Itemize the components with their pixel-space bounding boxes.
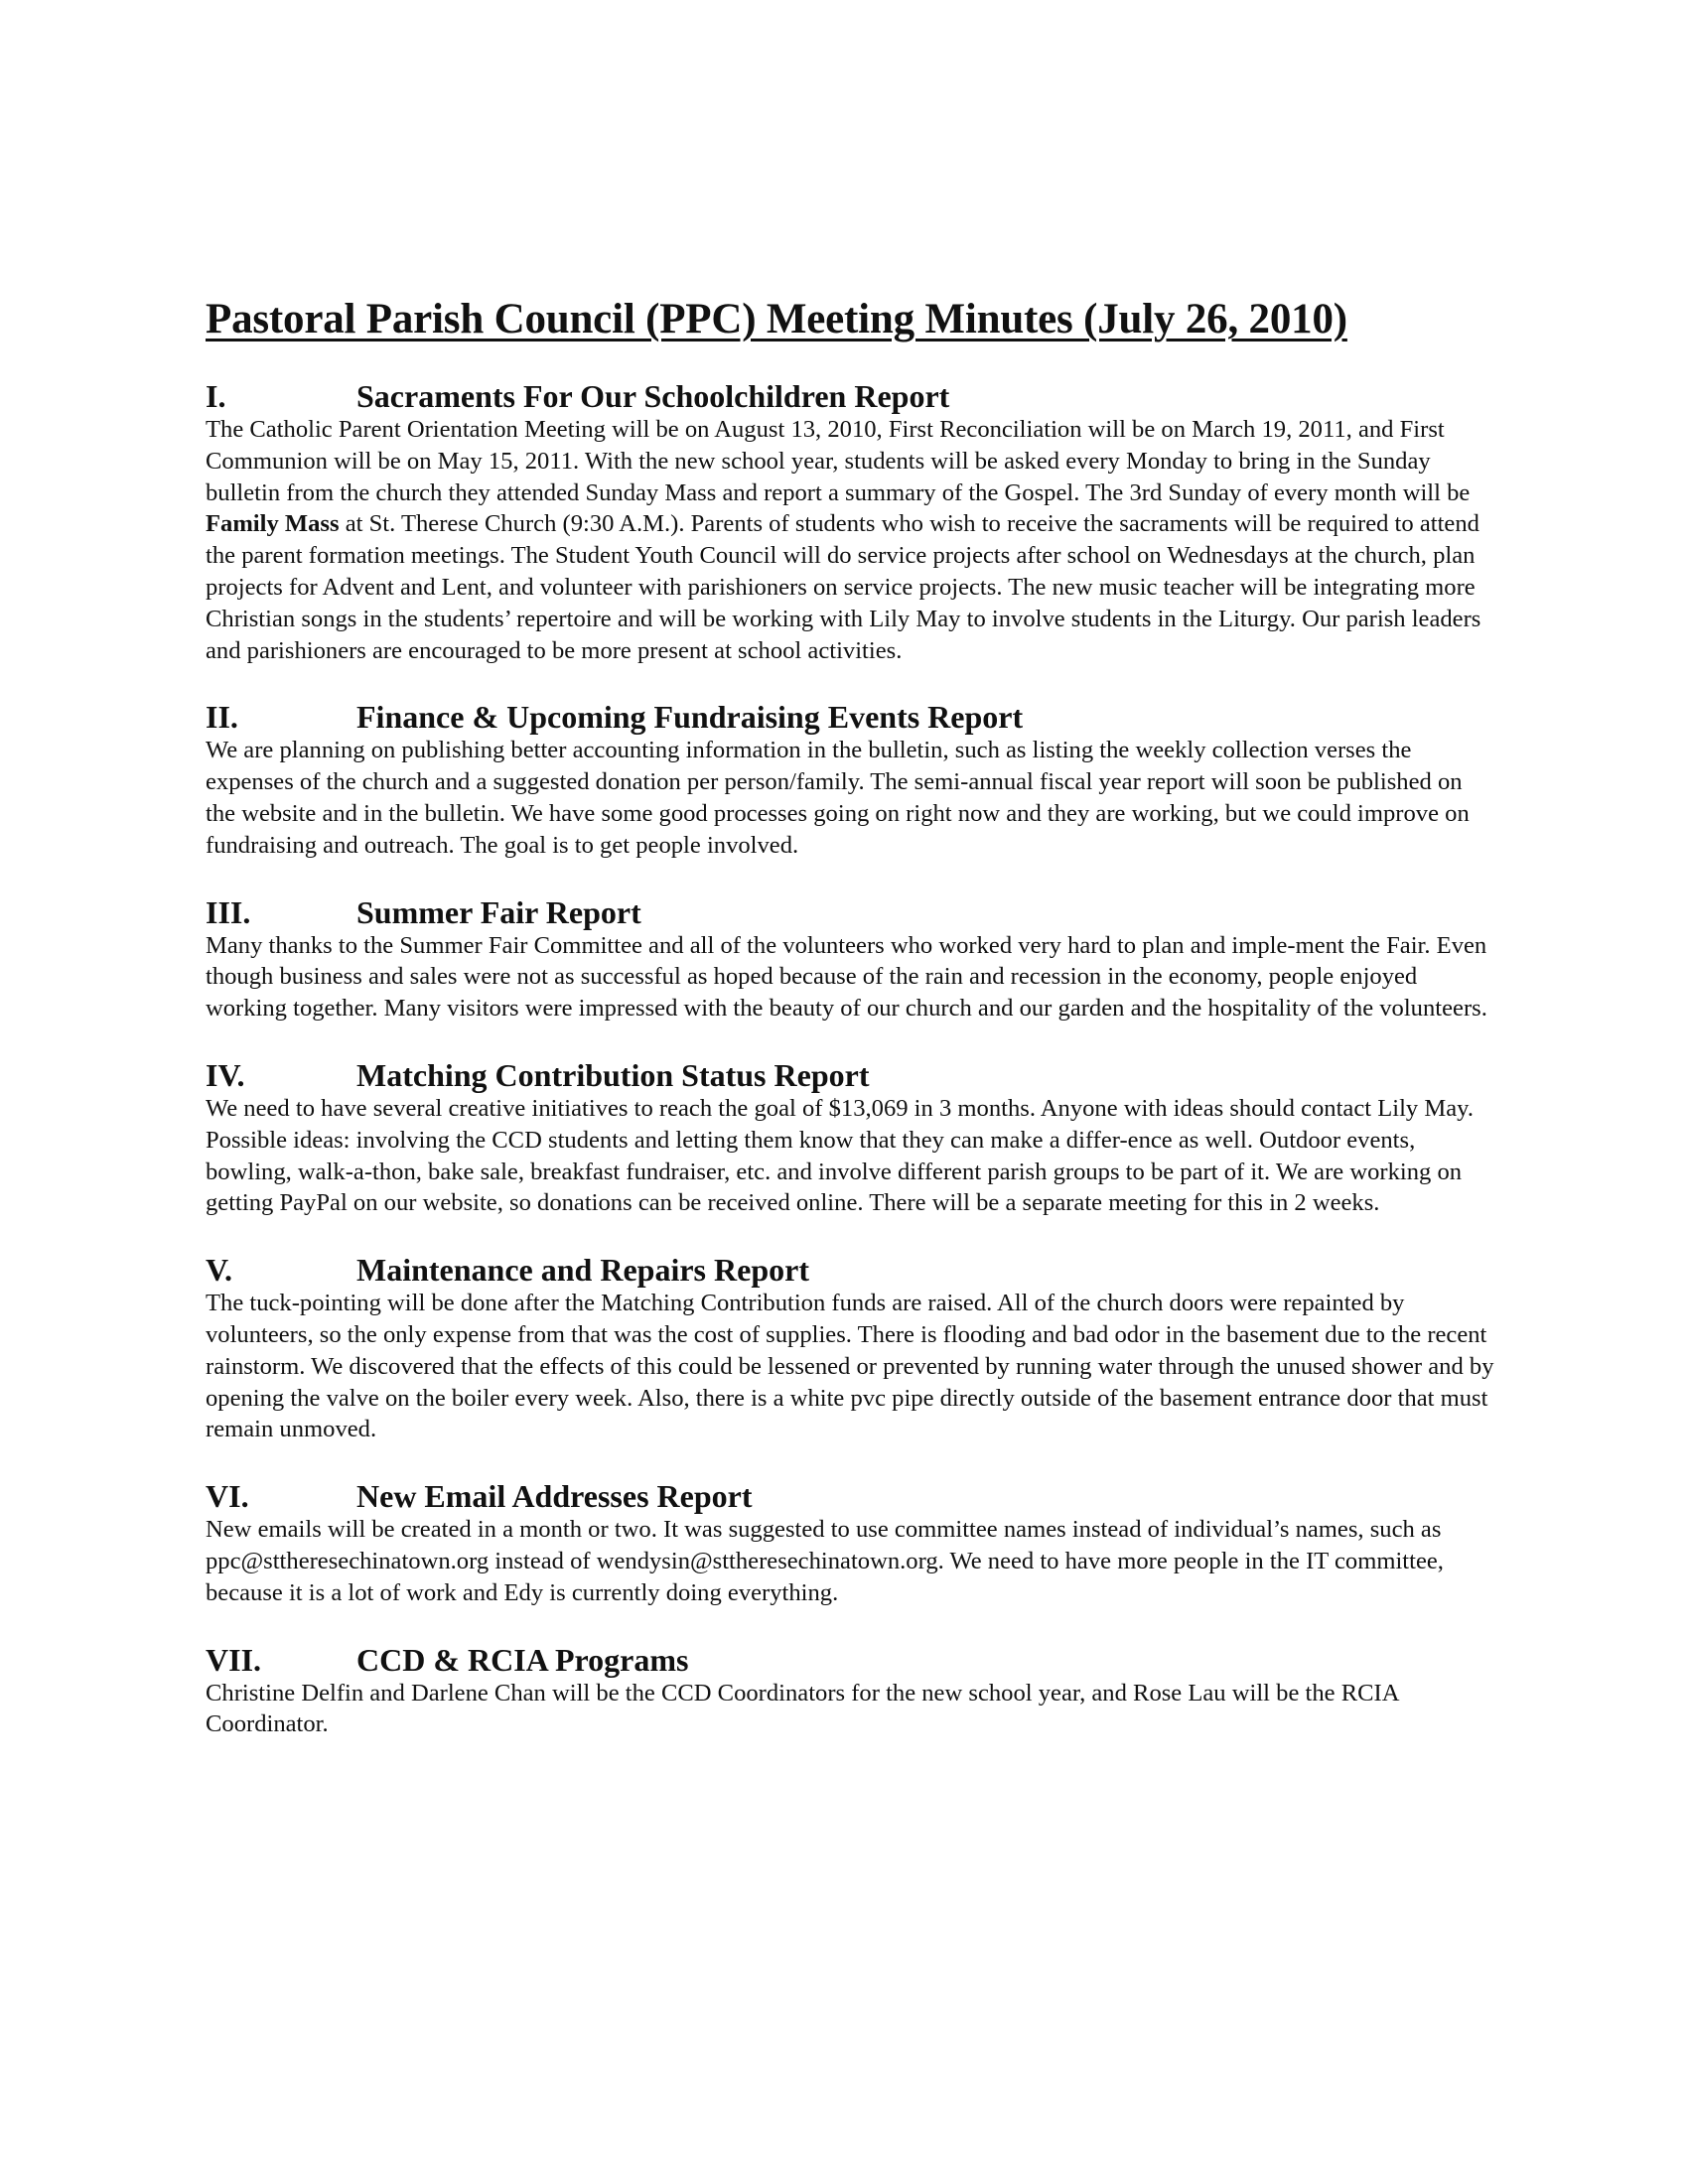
section-body — [206, 414, 1496, 666]
section-heading — [206, 1642, 1496, 1678]
section-numeral: V. — [206, 1252, 232, 1289]
body-text-part: at St. Therese Church (9:30 A.M.). Parents of students who wish to receive the sacraments will be required to attend the parent formation meetings. The Student Youth Council will do service projects after school on Wednesdays at the church, plan projects for Advent and Lent, and volunteer with parishioners on service projects. The new music teacher will be integrating more Christian songs in the students’ repertoire and will be working with Lily May to involve students in the Liturgy. Our parish leaders and parishioners are encouraged to be more present at school activities. — [206, 510, 1481, 664]
section-body: New emails will be created in a month or two. It was suggested to use committee names instead of individual’s names, such as ppc@sttheresechinatown.org instead of wendysin@sttheresechinatown.org. We need to have more people in the IT committee, because it is a lot of work and Edy is currently doing everything. — [206, 1516, 1444, 1606]
document-page — [206, 294, 1496, 1773]
section-summer-fair — [206, 894, 1496, 1024]
section-body: Many thanks to the Summer Fair Committee and all of the volunteers who worked very hard to plan and imple-ment the Fair. Even though business and sales were not as successful as hoped because of the rain and recession in the economy, people enjoyed working together. Many visitors were impressed with the beauty of our church and our garden and the hospitality of the volunteers. — [206, 931, 1487, 1023]
section-heading — [206, 1057, 1496, 1093]
section-title: Matching Contribution Status Report — [356, 1056, 870, 1093]
section-heading — [206, 894, 1496, 930]
section-heading — [206, 1252, 1496, 1288]
section-heading — [206, 1478, 1496, 1514]
section-ccd-rcia — [206, 1642, 1496, 1741]
section-title: Sacraments For Our Schoolchildren Report — [356, 378, 950, 414]
document-title: Pastoral Parish Council (PPC) Meeting Minutes (July 26, 2010) — [206, 296, 1347, 342]
bold-phrase: Family Mass — [206, 510, 340, 538]
section-numeral: III. — [206, 893, 251, 930]
section-body: Christine Delfin and Darlene Chan will be the CCD Coordinators for the new school year, and Rose Lau will be the RCIA Coordinator. — [206, 1679, 1399, 1738]
section-numeral: I. — [206, 378, 226, 414]
section-maintenance — [206, 1252, 1496, 1445]
section-title: CCD & RCIA Programs — [356, 1641, 689, 1678]
section-numeral: VI. — [206, 1478, 249, 1515]
section-heading — [206, 699, 1496, 735]
section-numeral: II. — [206, 699, 238, 736]
section-numeral: IV. — [206, 1056, 245, 1093]
section-title: Summer Fair Report — [356, 893, 641, 930]
section-email-addresses — [206, 1478, 1496, 1608]
section-heading — [206, 378, 1496, 414]
section-title: New Email Addresses Report — [356, 1478, 753, 1515]
section-body: We need to have several creative initiatives to reach the goal of $13,069 in 3 months. Anyone with ideas should contact Lily May. Possible ideas: involving the CCD students and letting them know that they can make a differ-ence as well. Outdoor events, bowling, walk-a-thon, bake sale, breakfast fundraiser, etc. and involve different parish groups to be part of it. We are working on getting PayPal on our website, so donations can be received online. There will be a separate meeting for this in 2 weeks. — [206, 1094, 1475, 1217]
section-sacraments — [206, 378, 1496, 666]
section-title: Finance & Upcoming Fundraising Events Report — [356, 699, 1024, 736]
body-text-part: The Catholic Parent Orientation Meeting will be on August 13, 2010, First Reconciliation will be on March 19, 2011, and First Communion will be on May 15, 2011. With the new school year, students will be asked every Monday to bring in the Sunday bulletin from the church they attended Sunday Mass and report a summary of the Gospel. The 3rd Sunday of every month will be — [206, 416, 1471, 506]
section-finance — [206, 699, 1496, 861]
section-body: We are planning on publishing better accounting information in the bulletin, such as listing the weekly collection verses the expenses of the church and a suggested donation per person/family. The semi-annual fiscal year report will soon be published on the website and in the bulletin. We have some good processes going on right now and they are working, but we could improve on fundraising and outreach. The goal is to get people involved. — [206, 737, 1470, 859]
section-body: The tuck-pointing will be done after the Matching Contribution funds are raised. All of the church doors were repainted by volunteers, so the only expense from that was the cost of supplies. There is flooding and bad odor in the basement due to the recent rainstorm. We discovered that the effects of this could be lessened or prevented by running water through the unused shower and by opening the valve on the boiler every week. Also, there is a white pvc pipe directly outside of the basement entrance door that must remain unmoved. — [206, 1290, 1494, 1443]
section-numeral: VII. — [206, 1641, 262, 1678]
section-matching-contribution — [206, 1057, 1496, 1219]
section-title: Maintenance and Repairs Report — [356, 1252, 809, 1289]
